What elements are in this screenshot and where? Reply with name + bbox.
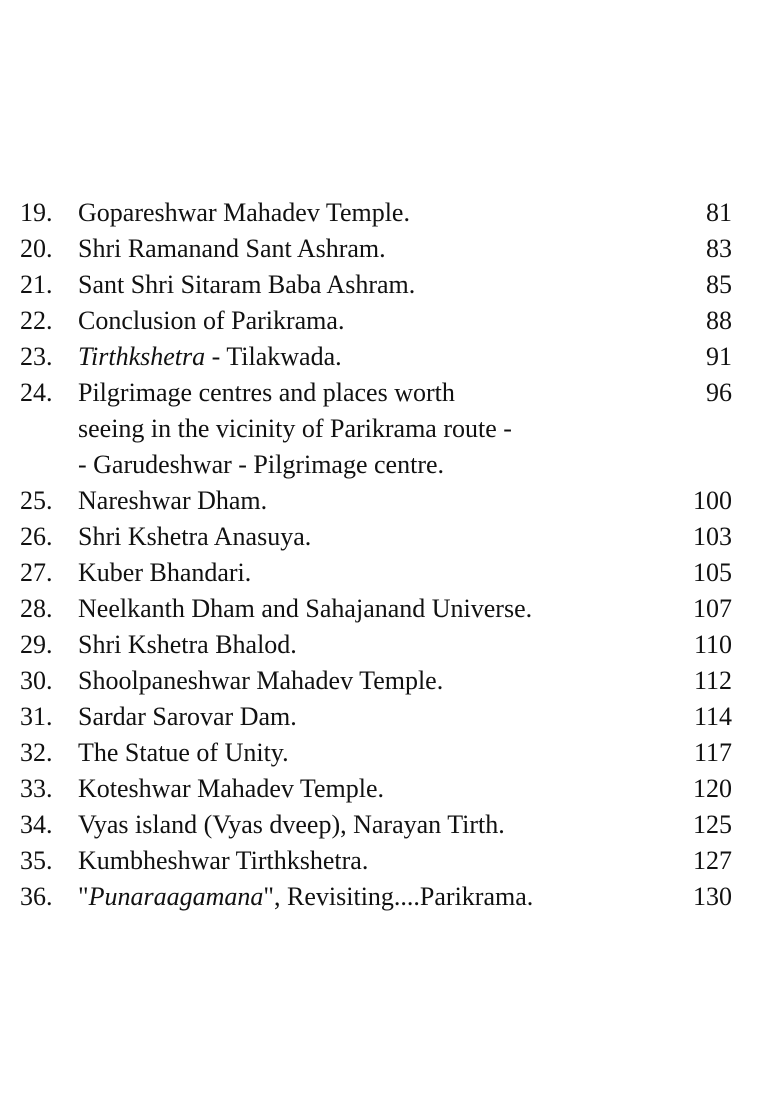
entry-title: [78, 339, 342, 375]
entry-page-number: 83: [706, 234, 732, 263]
entry-number: 26.: [20, 522, 53, 551]
entry-title-text: Kuber Bhandari.: [78, 558, 252, 587]
entry-number: 23.: [20, 342, 53, 371]
toc-entry: [0, 735, 780, 771]
entry-title-text: ": [78, 882, 89, 911]
entry-title-text: Neelkanth Dham and Sahajanand Universe.: [78, 594, 533, 623]
entry-title-text: Shri Kshetra Bhalod.: [78, 630, 297, 659]
entry-page-number: 103: [693, 522, 732, 551]
entry-page-number: 127: [693, 846, 732, 875]
entry-title-italic: Punaraagamana: [88, 882, 264, 911]
entry-title: [78, 627, 297, 663]
entry-page-number: 91: [706, 342, 732, 371]
entry-number: 31.: [20, 702, 53, 731]
toc-entry: [0, 231, 780, 267]
entry-page-number: 100: [693, 486, 732, 515]
entry-number: 25.: [20, 486, 53, 515]
toc-entry: [0, 627, 780, 663]
entry-page-number: 88: [706, 306, 732, 335]
entry-title: [78, 519, 311, 555]
entry-title: [78, 591, 532, 627]
entry-title: [78, 483, 267, 519]
entry-title-text: Gopareshwar Mahadev Temple.: [78, 198, 410, 227]
entry-title-text: The Statue of Unity.: [78, 738, 289, 767]
toc-entry-continuation: [0, 447, 780, 483]
entry-page-number: 105: [693, 558, 732, 587]
toc-entry: [0, 807, 780, 843]
entry-title-italic: Tirthkshetra: [78, 342, 206, 371]
entry-title-text: Vyas island (Vyas dveep), Narayan Tirth.: [78, 810, 505, 839]
entry-title-text: Kumbheshwar Tirthkshetra.: [78, 846, 369, 875]
entry-page-number: 85: [706, 270, 732, 299]
entry-title: [78, 267, 415, 303]
toc-entry: [0, 879, 780, 915]
toc-entry: [0, 483, 780, 519]
toc-entry: [0, 663, 780, 699]
entry-number: 21.: [20, 270, 53, 299]
entry-number: 22.: [20, 306, 53, 335]
entry-title: [78, 375, 455, 411]
entry-title: [78, 843, 368, 879]
entry-page-number: 125: [693, 810, 732, 839]
toc-entry: [0, 339, 780, 375]
entry-title: [78, 411, 512, 447]
entry-page-number: 117: [693, 738, 732, 767]
entry-title: [78, 447, 444, 483]
entry-title: [78, 699, 297, 735]
toc-entry: [0, 771, 780, 807]
entry-title: [78, 231, 386, 267]
entry-title-text: seeing in the vicinity of Parikrama route -: [78, 414, 512, 443]
entry-title-text: Koteshwar Mahadev Temple.: [78, 774, 384, 803]
entry-number: 28.: [20, 594, 53, 623]
entry-title-text: Nareshwar Dham.: [78, 486, 268, 515]
entry-number: 29.: [20, 630, 53, 659]
toc-entry: [0, 375, 780, 411]
entry-title-text: Sant Shri Sitaram Baba Ashram.: [78, 270, 416, 299]
entry-number: 32.: [20, 738, 53, 767]
entry-page-number: 107: [693, 594, 732, 623]
entry-number: 36.: [20, 882, 53, 911]
entry-number: 35.: [20, 846, 53, 875]
toc-entry: [0, 555, 780, 591]
entry-title-text: Conclusion of Parikrama.: [78, 306, 345, 335]
toc-entry: [0, 519, 780, 555]
toc-entry: [0, 591, 780, 627]
entry-title-text: Shoolpaneshwar Mahadev Temple.: [78, 666, 444, 695]
entry-page-number: 112: [693, 666, 732, 695]
entry-title-text: Shri Ramanand Sant Ashram.: [78, 234, 386, 263]
toc-entry: [0, 303, 780, 339]
entry-title-text: - Garudeshwar - Pilgrimage centre.: [78, 450, 445, 479]
entry-title: [78, 303, 344, 339]
table-of-contents: [0, 195, 780, 915]
entry-page-number: 110: [693, 630, 732, 659]
entry-title: [78, 195, 410, 231]
entry-title-text: - Tilakwada.: [205, 342, 342, 371]
toc-entry: [0, 699, 780, 735]
entry-title: [78, 879, 533, 915]
entry-page-number: 130: [693, 882, 732, 911]
entry-page-number: 114: [693, 702, 732, 731]
toc-entry: [0, 267, 780, 303]
entry-page-number: 81: [706, 198, 732, 227]
entry-title: [78, 771, 384, 807]
entry-title: [78, 807, 505, 843]
toc-entry-continuation: [0, 411, 780, 447]
entry-number: 34.: [20, 810, 53, 839]
entry-page-number: 120: [693, 774, 732, 803]
entry-number: 33.: [20, 774, 53, 803]
entry-title: [78, 663, 443, 699]
entry-page-number: 96: [706, 378, 732, 407]
entry-title-text: Shri Kshetra Anasuya.: [78, 522, 312, 551]
entry-number: 20.: [20, 234, 53, 263]
entry-title: [78, 555, 251, 591]
entry-number: 30.: [20, 666, 53, 695]
toc-entry: [0, 843, 780, 879]
entry-title: [78, 735, 289, 771]
entry-number: 27.: [20, 558, 53, 587]
entry-number: 24.: [20, 378, 53, 407]
entry-title-text: Pilgrimage centres and places worth: [78, 378, 455, 407]
toc-entry: [0, 195, 780, 231]
entry-title-text: ", Revisiting....Parikrama.: [263, 882, 534, 911]
entry-title-text: Sardar Sarovar Dam.: [78, 702, 297, 731]
entry-number: 19.: [20, 198, 53, 227]
